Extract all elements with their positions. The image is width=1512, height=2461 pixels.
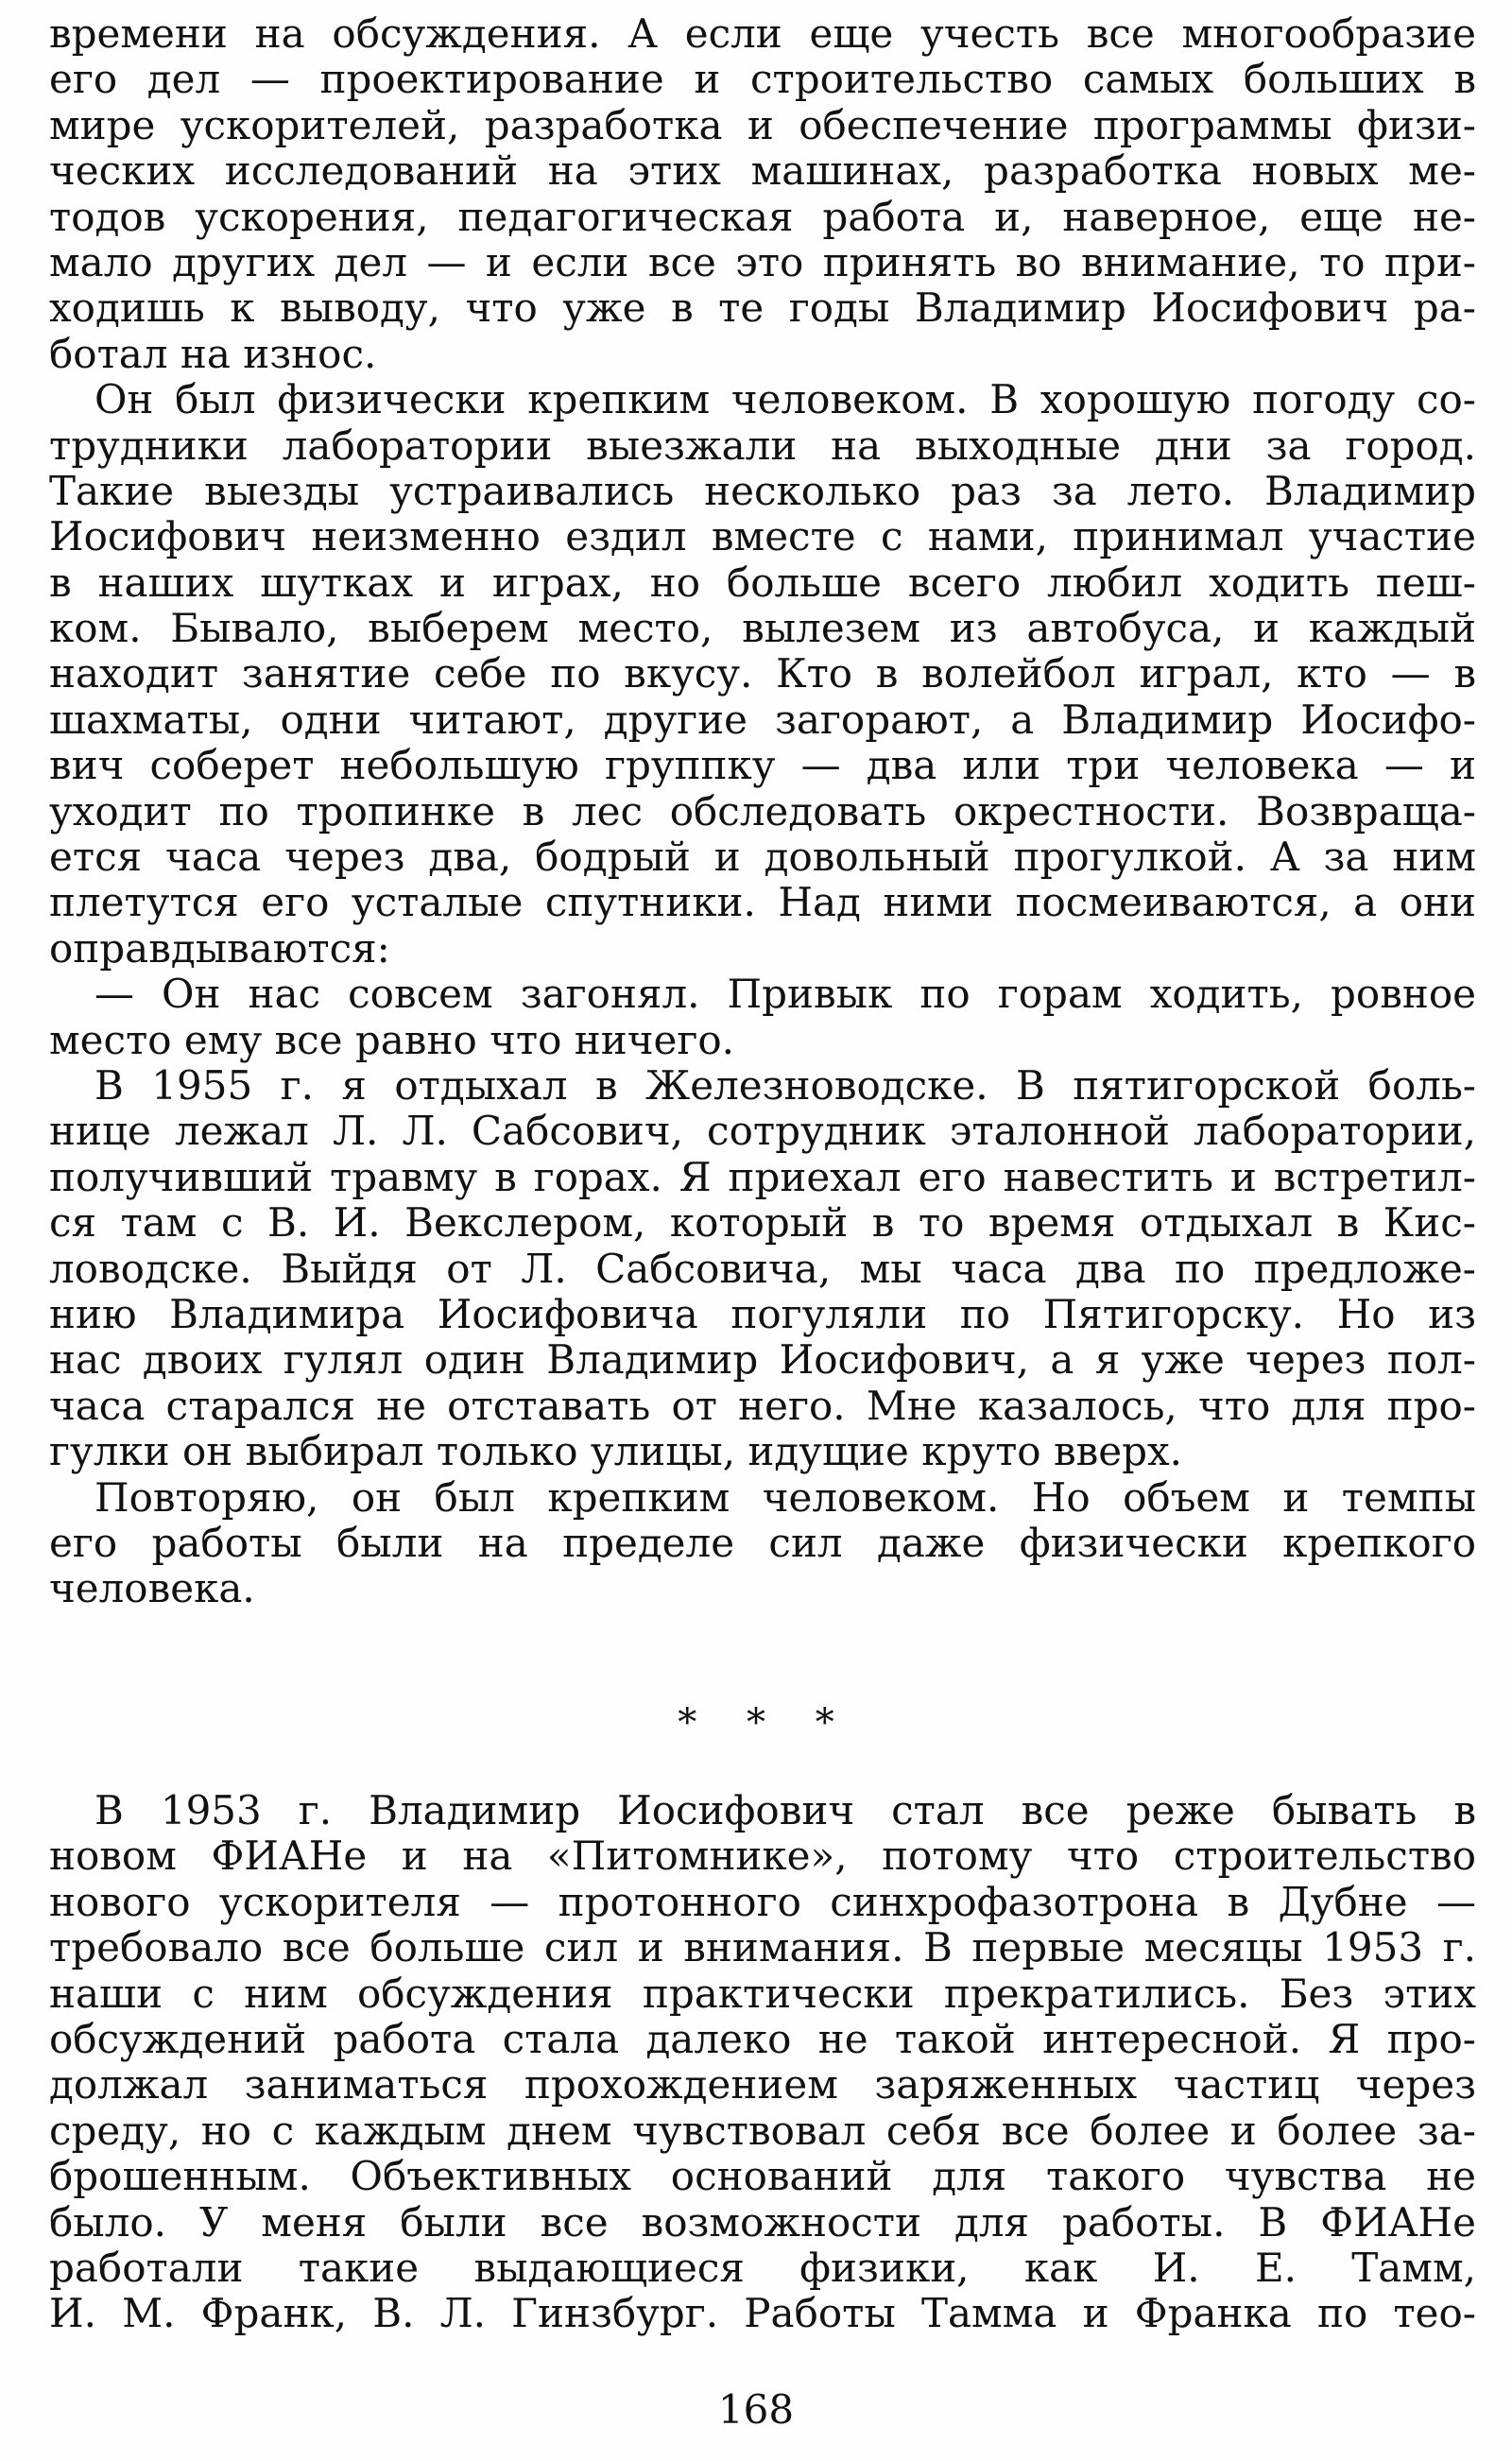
text-line: находит занятие себе по вкусу. Кто в волейбол играл, кто — в bbox=[49, 650, 1476, 697]
text-line: было. У меня были все возможности для работы. В ФИАНе bbox=[49, 2198, 1476, 2246]
text-line: его дел — проектирование и строительство самых больших в bbox=[49, 56, 1476, 103]
text-line: Такие выезды устраивались несколько раз за лето. Владимир bbox=[49, 467, 1476, 514]
text-line: шахматы, одни читают, другие загорают, а Владимир Иосифо- bbox=[49, 696, 1476, 743]
text-line: вич соберет небольшую группку — два или три человека — и bbox=[49, 742, 1476, 789]
text-line: человека. bbox=[49, 1565, 255, 1612]
text-line: тодов ускорения, педагогическая работа и, наверное, еще не- bbox=[49, 193, 1476, 240]
text-line: ся там с В. И. Векслером, который в то время отдыхал в Кис- bbox=[49, 1199, 1476, 1247]
paragraph-start-line: В 1955 г. я отдыхал в Железноводске. В пятигорской боль- bbox=[94, 1061, 1476, 1109]
text-line: обсуждений работа стала далеко не такой интересной. Я про- bbox=[49, 2015, 1476, 2062]
text-line: оправдываются: bbox=[49, 924, 390, 972]
text-line: его работы были на пределе сил даже физически крепкого bbox=[49, 1519, 1476, 1566]
paragraph-start-line: Повторяю, он был крепким человеком. Но объем и темпы bbox=[94, 1473, 1476, 1521]
section-separator: * * * bbox=[678, 1701, 853, 1745]
text-line: времени на обсуждения. А если еще учесть все многообразие bbox=[49, 10, 1476, 57]
text-line: получивший травму в горах. Я приехал его навестить и встретил- bbox=[49, 1153, 1476, 1200]
text-line: ком. Бывало, выберем место, вылезем из автобуса, и каждый bbox=[49, 605, 1476, 652]
paragraph-start-line: В 1953 г. Владимир Иосифович стал все реже бывать в bbox=[94, 1787, 1476, 1833]
text-line: И. М. Франк, В. Л. Гинзбург. Работы Тамма и Франка по тео- bbox=[49, 2290, 1476, 2337]
text-line: в наших шутках и играх, но больше всего любил ходить пеш- bbox=[49, 559, 1476, 606]
paragraph-start-line: — Он нас совсем загонял. Привык по горам ходить, ровное bbox=[94, 971, 1476, 1018]
text-line: Иосифович неизменно ездил вместе с нами, принимал участие bbox=[49, 513, 1476, 560]
text-line: брошенным. Объективных оснований для такого чувства не bbox=[49, 2153, 1476, 2200]
text-line: нице лежал Л. Л. Сабсович, сотрудник эталонной лаборатории, bbox=[49, 1108, 1476, 1155]
text-line: часа старался не отставать от него. Мне казалось, что для про- bbox=[49, 1382, 1476, 1429]
text-line: мире ускорителей, разработка и обеспечение программы физи- bbox=[49, 101, 1476, 148]
text-line: работали такие выдающиеся физики, как И. Е. Тамм, bbox=[49, 2244, 1476, 2291]
page-number: 168 bbox=[717, 2386, 795, 2433]
text-line: плетутся его усталые спутники. Над ними посмеиваются, а они bbox=[49, 879, 1476, 926]
text-line: ческих исследований на этих машинах, разработка новых ме- bbox=[49, 147, 1476, 195]
text-line: наши с ним обсуждения практически прекратились. Без этих bbox=[49, 1970, 1476, 2017]
text-section-one bbox=[49, 11, 1476, 1612]
text-line: нового ускорителя — протонного синхрофазотрона в Дубне — bbox=[49, 1878, 1476, 1925]
text-line: требовало все больше сил и внимания. В первые месяцы 1953 г. bbox=[49, 1924, 1476, 1971]
text-line: мало других дел — и если все это принять во внимание, то при- bbox=[49, 238, 1476, 285]
text-line: ется часа через два, бодрый и довольный прогулкой. А за ним bbox=[49, 834, 1476, 881]
text-line: уходит по тропинке в лес обследовать окрестности. Возвраща- bbox=[49, 787, 1476, 835]
text-line: нию Владимира Иосифовича погуляли по Пятигорску. Но из bbox=[49, 1290, 1476, 1337]
paragraph-start-line: Он был физически крепким человеком. В хорошую погоду со- bbox=[94, 376, 1476, 423]
text-line: ловодске. Выйдя от Л. Сабсовича, мы часа два по предложе- bbox=[49, 1245, 1476, 1292]
text-line: новом ФИАНе и на «Питомнике», потому что строительство bbox=[49, 1833, 1476, 1880]
text-section-two bbox=[49, 1788, 1476, 2337]
text-line: нас двоих гулял один Владимир Иосифович, а я уже через пол- bbox=[49, 1336, 1476, 1384]
text-line: должал заниматься прохождением заряженных частиц через bbox=[49, 2061, 1476, 2108]
text-line: ботал на износ. bbox=[49, 330, 377, 377]
text-line: трудники лаборатории выезжали на выходные дни за город. bbox=[49, 422, 1476, 469]
text-line: место ему все равно что ничего. bbox=[49, 1016, 734, 1063]
text-line: среду, но с каждым днем чувствовал себя все более и более за- bbox=[49, 2107, 1476, 2154]
text-line: гулки он выбирал только улицы, идущие круто вверх. bbox=[49, 1428, 1183, 1475]
text-line: ходишь к выводу, что уже в те годы Владимир Иосифович ра- bbox=[49, 284, 1476, 332]
